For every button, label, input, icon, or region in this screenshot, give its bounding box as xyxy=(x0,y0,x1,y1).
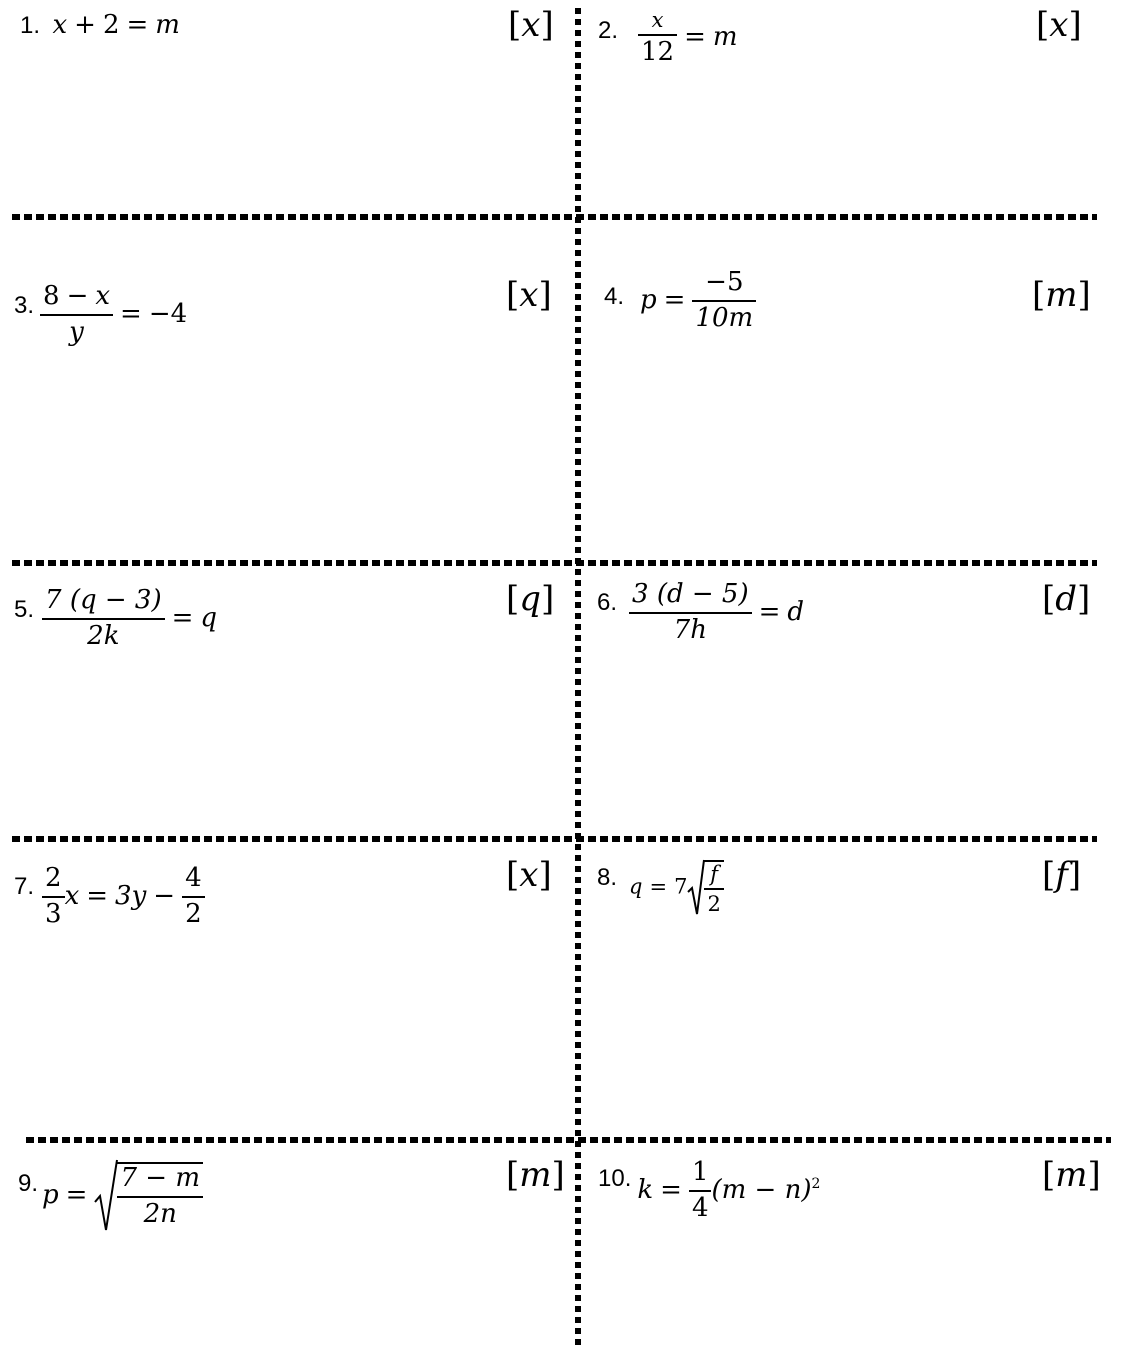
problem-number: 6. xyxy=(597,588,618,616)
equation: p = $\frac{-5}{10m}$ xyxy=(640,268,756,334)
sqrt-symbol xyxy=(94,1158,118,1234)
solve-for-var: [x] xyxy=(506,275,552,315)
solve-for-var: [m] xyxy=(506,1155,565,1195)
problem-2 xyxy=(598,8,738,68)
solve-for-var: [q] xyxy=(506,579,555,619)
vertical-divider xyxy=(575,8,581,1348)
equation: $\frac{2}{3}$ x = 3y − $\frac{4}{2}$ xyxy=(42,864,205,930)
problem-number: 3. xyxy=(14,291,35,319)
solve-for-var: [d] xyxy=(1042,579,1091,619)
problem-number: 4. xyxy=(604,282,625,310)
solve-for-var: [x] xyxy=(506,855,552,895)
equation: $\frac{3 (d - 5)}{7h}$ = d xyxy=(629,580,804,646)
problem-5 xyxy=(14,586,217,652)
solve-for-var: [m] xyxy=(1032,275,1091,315)
equation: $\frac{x}{12}$ = m xyxy=(638,8,738,68)
equation: q = 7 $\frac{f}{2}$ xyxy=(629,858,724,918)
problem-number: 1. xyxy=(20,12,41,39)
problem-number: 9. xyxy=(18,1170,39,1197)
problem-6 xyxy=(597,580,804,646)
divider-row-3 xyxy=(12,836,1097,842)
solve-for-var: [x] xyxy=(1036,5,1082,45)
problem-number: 5. xyxy=(14,595,35,623)
problem-4 xyxy=(604,268,756,334)
divider-row-4 xyxy=(26,1137,1111,1143)
problem-number: 7. xyxy=(14,872,35,900)
equation: p = $\frac{7 - m}{2n}$ xyxy=(42,1158,203,1234)
equation: $\frac{8 - x}{y}$ = −4 xyxy=(40,282,187,348)
divider-row-1 xyxy=(12,214,1097,220)
problem-10 xyxy=(598,1158,820,1224)
solve-for-var: [m] xyxy=(1042,1155,1101,1195)
problem-3 xyxy=(14,282,187,348)
problem-number: 10. xyxy=(598,1164,632,1192)
problem-1 xyxy=(20,12,180,38)
problem-number: 2. xyxy=(598,17,619,45)
problem-number: 8. xyxy=(597,864,618,891)
solve-for-var: [f] xyxy=(1042,855,1082,895)
problem-7 xyxy=(14,864,205,930)
problem-9 xyxy=(18,1158,203,1234)
divider-row-2 xyxy=(12,560,1097,566)
problem-8 xyxy=(597,858,724,918)
equation: $\frac{7 (q - 3)}{2k}$ = q xyxy=(42,586,217,652)
equation: k = $\frac{1}{4}$ $(m - n)^2$ xyxy=(637,1157,821,1223)
equation: x + 2 = m xyxy=(52,10,180,40)
sqrt-symbol xyxy=(687,858,705,918)
solve-for-var: [x] xyxy=(508,5,554,45)
